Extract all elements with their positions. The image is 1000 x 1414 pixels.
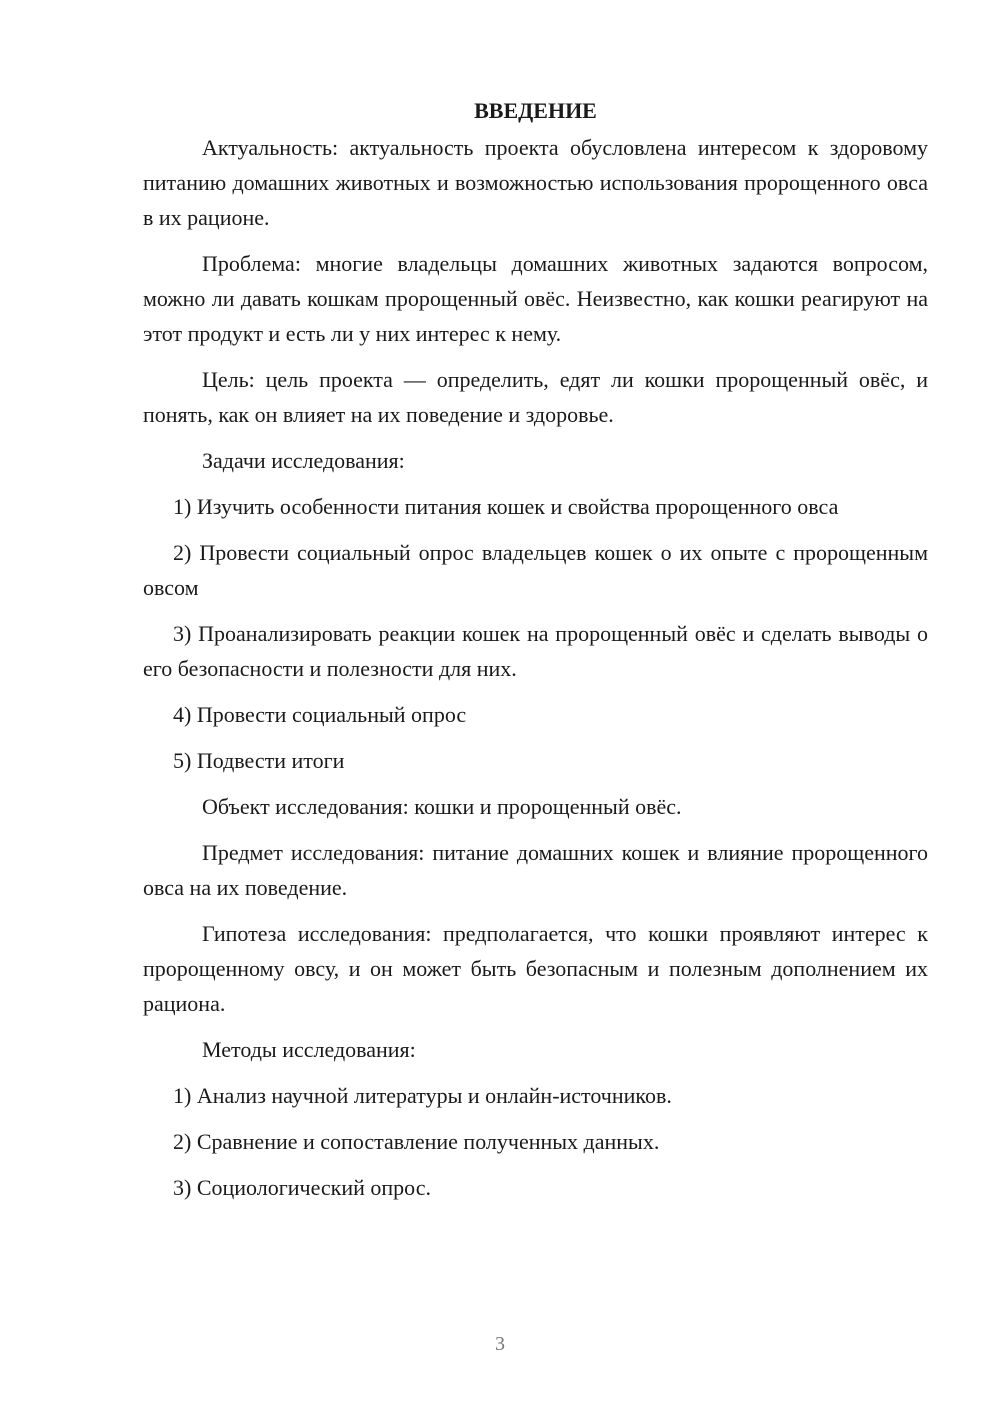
task-item: 5) Подвести итоги — [173, 748, 345, 773]
task-item: 2) Провести социальный опрос владельцев кошек о их опыте с пророщенным овсом — [143, 540, 928, 600]
goal-paragraph: Цель: цель проекта — определить, едят ли кошки пророщенный овёс, и понять, как он влияет на их поведение и здоровье. — [143, 367, 928, 427]
tasks-heading: Задачи исследования: — [202, 448, 405, 473]
task-item: 3) Проанализировать реакции кошек на пророщенный овёс и сделать выводы о его безопасности и полезности для них. — [143, 621, 928, 681]
task-item: 4) Провести социальный опрос — [173, 702, 467, 727]
relevance-paragraph: Актуальность: актуальность проекта обусловлена интересом к здоровому питанию домашних животных и возможностью использования пророщенного овса в их рационе. — [143, 135, 928, 230]
hypothesis-paragraph: Гипотеза исследования: предполагается, что кошки проявляют интерес к пророщенному овсу, и он может быть безопасным и полезным дополнением их рациона. — [143, 921, 928, 1016]
subject-paragraph: Предмет исследования: питание домашних кошек и влияние пророщенного овса на их поведение. — [143, 840, 928, 900]
problem-paragraph: Проблема: многие владельцы домашних животных задаются вопросом, можно ли давать кошкам пророщенный овёс. Неизвестно, как кошки реагируют на этот продукт и есть ли у них интерес к нему. — [143, 251, 928, 346]
method-item: 3) Социологический опрос. — [173, 1175, 431, 1200]
task-item: 1) Изучить особенности питания кошек и свойства пророщенного овса — [173, 494, 839, 519]
method-item: 2) Сравнение и сопоставление полученных данных. — [173, 1129, 660, 1154]
page-title: ВВЕДЕНИЕ — [474, 98, 597, 123]
object-paragraph: Объект исследования: кошки и пророщенный овёс. — [202, 794, 682, 819]
method-item: 1) Анализ научной литературы и онлайн-источников. — [173, 1083, 672, 1108]
document-page — [143, 93, 928, 1216]
methods-heading: Методы исследования: — [202, 1037, 416, 1062]
page-number: 3 — [495, 1333, 505, 1355]
